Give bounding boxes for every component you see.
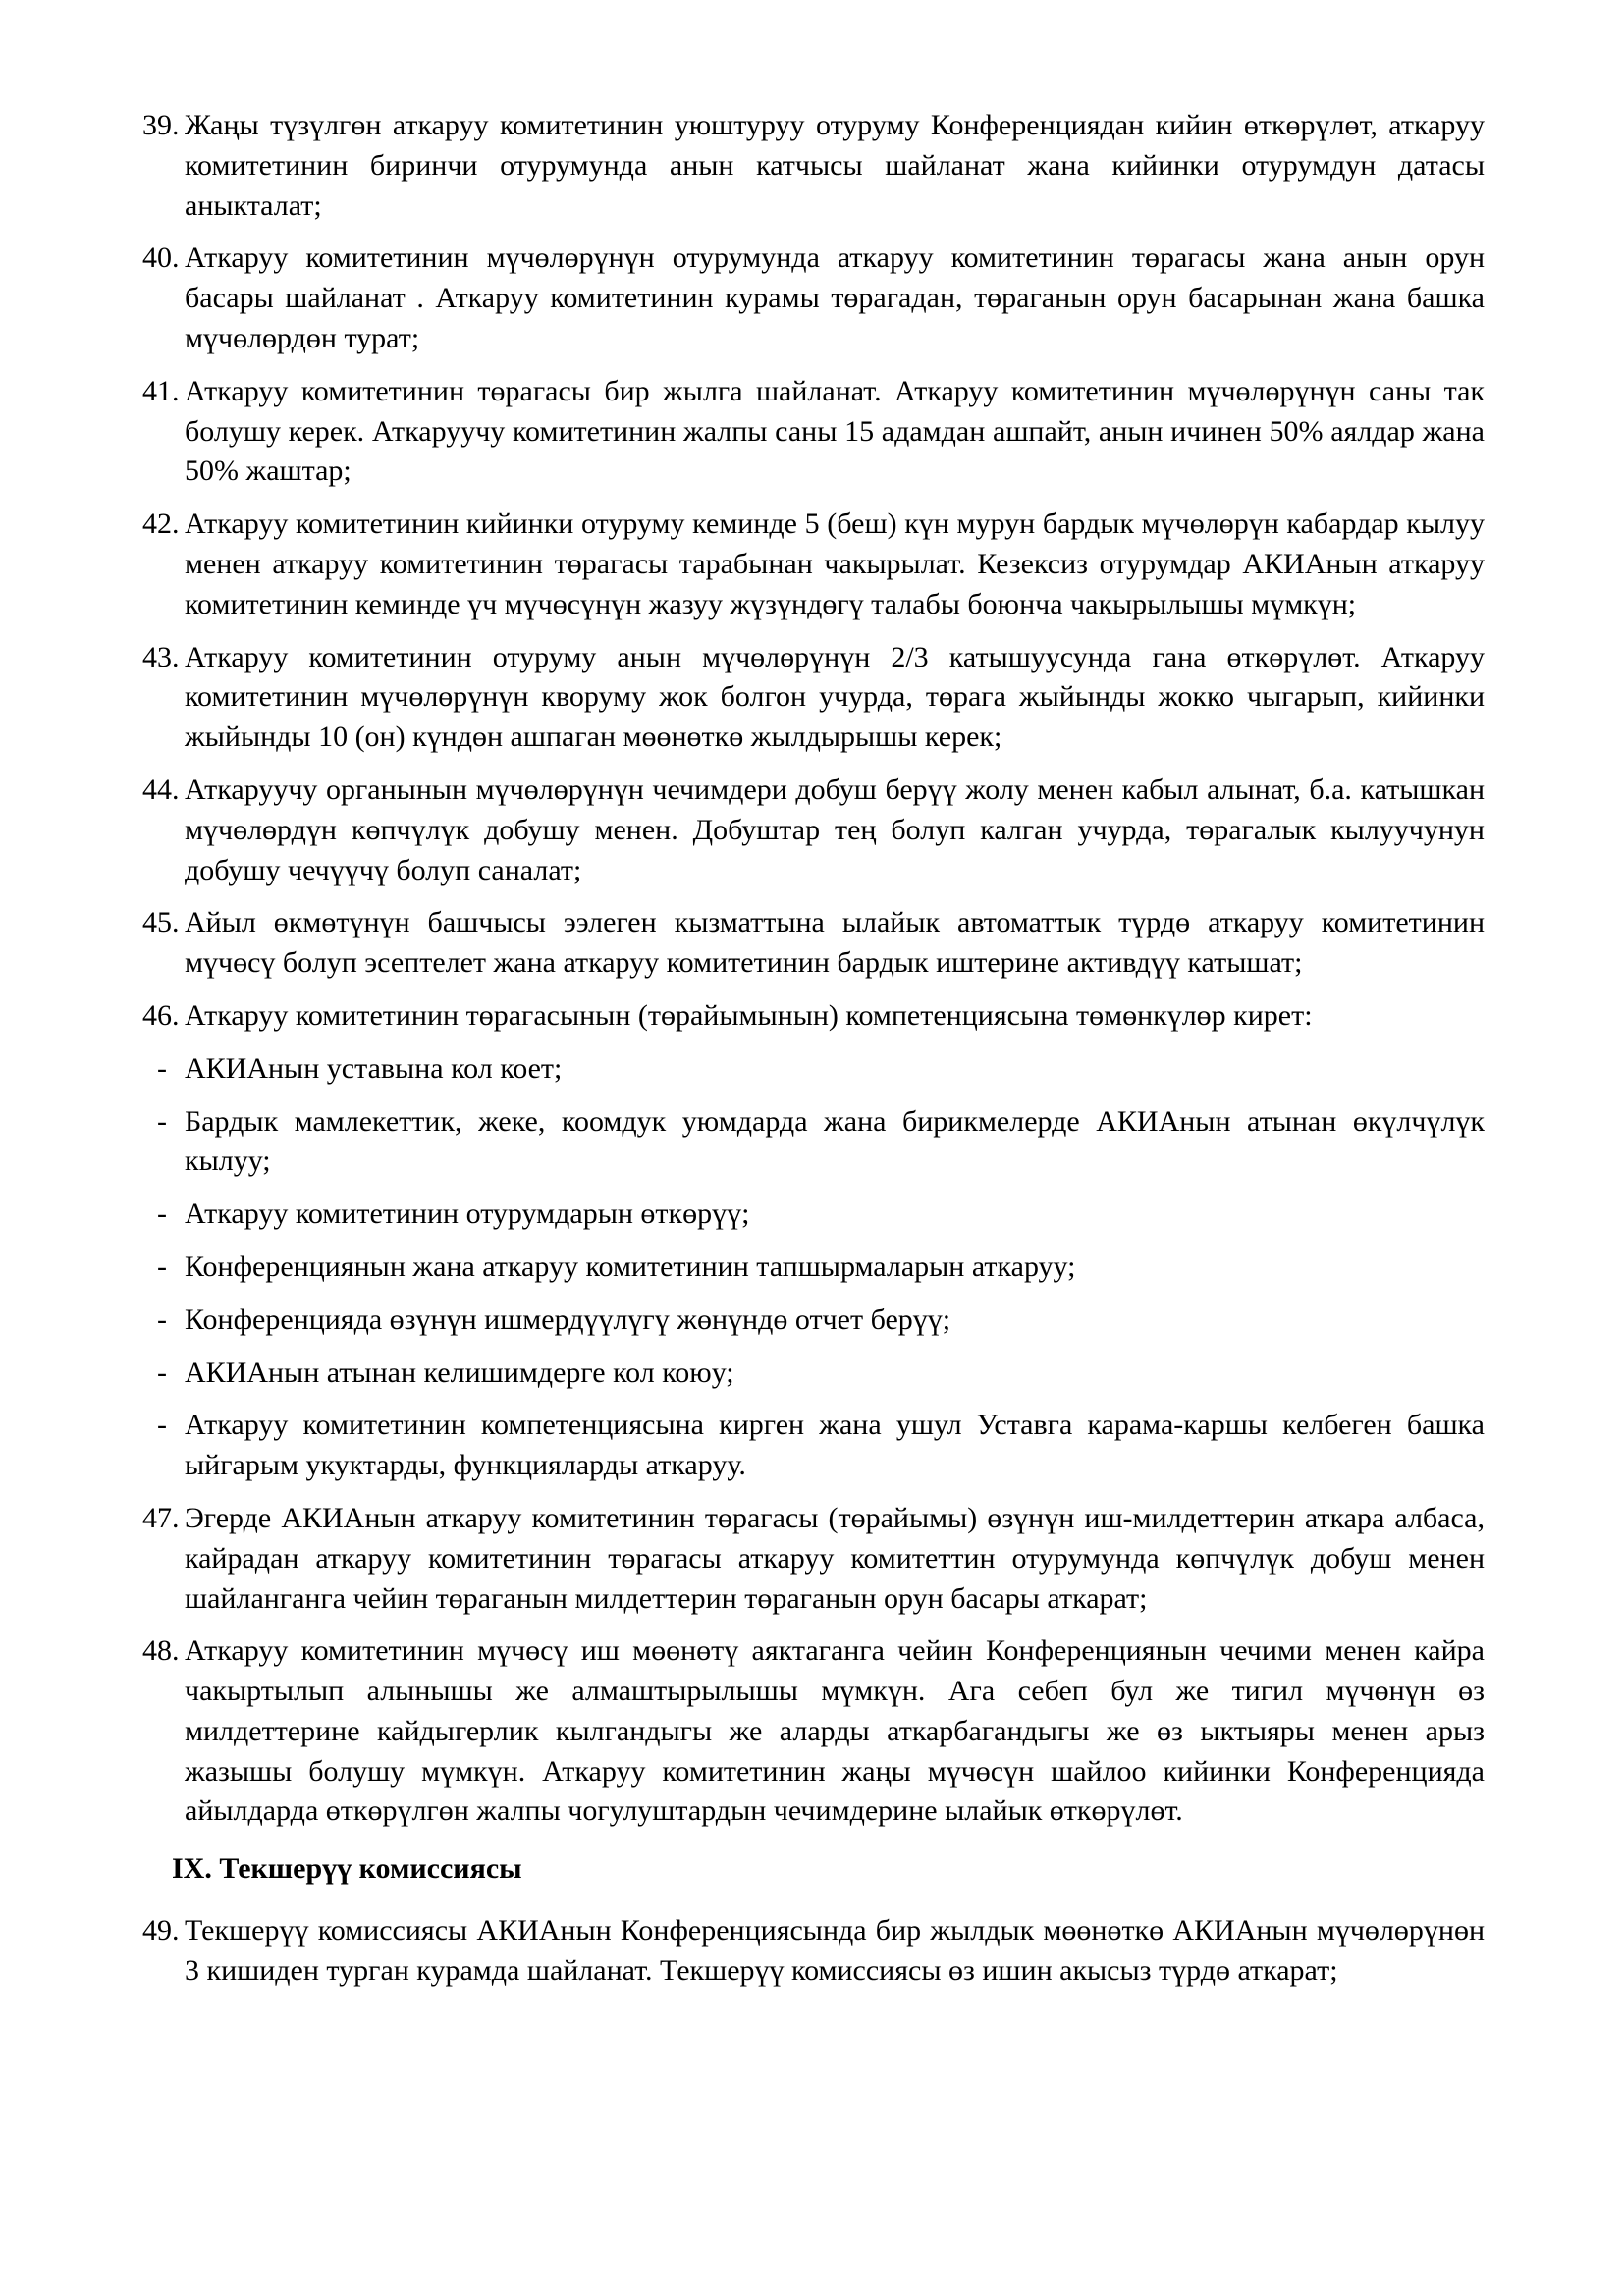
item-text: Аткаруу комитетинин отуруму анын мүчөлөрүнүн 2/3 катышуусунда гана өткөрүлөт. Аткаруу комитетинин мүчөлөрүнүн кворуму жок болгон учурда, төрага жыйынды жокко чыгарып, кийинки жыйынды 10 (он) күндөн ашпаган мөөнөткө жылдырышы керек; [185, 640, 1485, 754]
dash-marker: - [157, 1409, 167, 1442]
item-number: 47. [142, 1501, 180, 1534]
list-item [142, 505, 1485, 624]
list-item [142, 106, 1485, 226]
item-text: Бардык мамлекеттик, жеке, коомдук уюмдарда жана бирикмелерде АКИАнын атынан өкүлчүлүк кылуу; [185, 1104, 1485, 1178]
item-number: 48. [142, 1634, 180, 1668]
item-text: Аткаруу комитетинин отурумдарын өткөрүү; [185, 1198, 750, 1231]
list-item-dash [142, 1406, 1485, 1486]
list-item [142, 996, 1485, 1037]
item-text: Аткаруу комитетинин компетенциясына кирген жана ушул Уставга карама-каршы келбеген башка ыйгарым укуктарды, функцияларды аткаруу. [185, 1409, 1485, 1482]
item-text: Жаңы түзүлгөн аткаруу комитетинин уюштуруу отуруму Конференциядан кийин өткөрүлөт, аткаруу комитетинин биринчи отурумунда анын катчысы шайланат жана кийинки отурумдун датасы аныкталат; [185, 109, 1485, 222]
item-number: 45. [142, 906, 180, 939]
list-item [142, 1499, 1485, 1619]
dash-marker: - [157, 1198, 167, 1231]
dash-marker: - [157, 1250, 167, 1283]
item-text: Текшерүү комиссиясы АКИАнын Конференциясында бир жылдык мөөнөткө АКИАнын мүчөлөрүнөн 3 кишиден турган курамда шайланат. Текшерүү комиссиясы өз ишин акысыз түрдө аткарат; [185, 1914, 1485, 1988]
item-text: Аткаруу комитетинин мүчөсү иш мөөнөтү аяктаганга чейин Конференциянын чечими менен кайра чакыртылып алынышы же алмаштырылышы мүмкүн. Ага себеп бул же тигил мүчөнүн өз милдеттерине кайдыгерлик кылгандыгы же аларды аткарбагандыгы же өз ыктыяры менен арыз жазышы болушу мүмкүн. Аткаруу комитетинин жаңы мүчөсүн шайлоо кийинки Конференцияда айылдарда өткөрүлгөн жалпы чогулуштардын чечимдерине ылайык өткөрүлөт. [185, 1634, 1485, 1828]
list-item-dash [142, 1102, 1485, 1183]
item-number: 39. [142, 109, 180, 141]
list-item-dash [142, 1248, 1485, 1288]
list-item [142, 1631, 1485, 1832]
list-item-dash [142, 1049, 1485, 1090]
item-text: Аткаруучу органынын мүчөлөрүнүн чечимдери добуш берүү жолу менен кабыл алынат, б.а. катышкан мүчөлөрдүн көпчүлүк добушу менен. Добуштар тең болуп калган учурда, төрагалык кылуучунун добушу чечүүчү болуп саналат; [185, 773, 1485, 886]
item-text: Айыл өкмөтүнүн башчысы ээлеген кызматтына ылайык автоматтык түрдө аткаруу комитетинин мүчөсү болуп эсептелет жана аткаруу комитетинин бардык иштерине активдүү катышат; [185, 906, 1485, 980]
section-heading: IX. Текшерүү комиссиясы [172, 1852, 522, 1886]
item-number: 49. [142, 1914, 180, 1948]
dash-marker: - [157, 1051, 167, 1085]
dash-marker: - [157, 1303, 167, 1336]
item-text: Аткаруу комитетинин мүчөлөрүнүн отурумунда аткаруу комитетинин төрагасы жана анын орун басары шайланат . Аткаруу комитетинин курамы төрагадан, төраганын орун басарынан жана башка мүчөлөрдөн турат; [185, 241, 1485, 354]
item-text: АКИАнын атынан келишимдерге кол коюу; [185, 1356, 734, 1389]
item-number: 43. [142, 640, 180, 673]
list-item [142, 372, 1485, 492]
item-number: 44. [142, 773, 180, 806]
item-text: Аткаруу комитетинин төрагасы бир жылга шайланат. Аткаруу комитетинин мүчөлөрүнүн саны так болушу керек. Аткаруучу комитетинин жалпы саны 15 адамдан ашпайт, анын ичинен 50% аялдар жана 50% жаштар; [185, 374, 1485, 488]
list-item [142, 638, 1485, 758]
dash-marker: - [157, 1356, 167, 1389]
list-item [142, 1911, 1485, 1992]
item-text: Аткаруу комитетинин төрагасынын (төрайымынын) компетенциясына төмөнкүлөр кирет: [185, 998, 1313, 1032]
item-number: 41. [142, 374, 180, 407]
item-text: Конференцияда өзүнүн ишмердүүлүгү жөнүндө отчет берүү; [185, 1303, 951, 1336]
list-item-dash [142, 1195, 1485, 1235]
item-number: 46. [142, 998, 180, 1032]
dash-marker: - [157, 1104, 167, 1138]
list-item-dash [142, 1301, 1485, 1341]
item-text: Конференциянын жана аткаруу комитетинин тапшырмаларын аткаруу; [185, 1250, 1076, 1283]
item-text: Аткаруу комитетинин кийинки отуруму кеминде 5 (беш) күн мурун бардык мүчөлөрүн кабардар кылуу менен аткаруу комитетинин төрагасы тарабынан чакырылат. Кезексиз отурумдар АКИАнын аткаруу комитетинин кеминде үч мүчөсүнүн жазуу жүзүндөгү талабы боюнча чакырылышы мүмкүн; [185, 507, 1485, 620]
list-item [142, 771, 1485, 890]
list-item [142, 239, 1485, 358]
item-number: 40. [142, 241, 180, 275]
item-text: Эгерде АКИАнын аткаруу комитетинин төрагасы (төрайымы) өзүнүн иш-милдеттерин аткара албаса, кайрадан аткаруу комитетинин төрагасы аткаруу комитеттин отурумунда көпчүлүк добуш менен шайланганга чейин төраганын милдеттерин төраганын орун басары аткарат; [185, 1501, 1485, 1615]
item-number: 42. [142, 507, 180, 541]
item-text: АКИАнын уставына кол коет; [185, 1051, 563, 1085]
list-item [142, 903, 1485, 984]
list-item-dash [142, 1354, 1485, 1394]
